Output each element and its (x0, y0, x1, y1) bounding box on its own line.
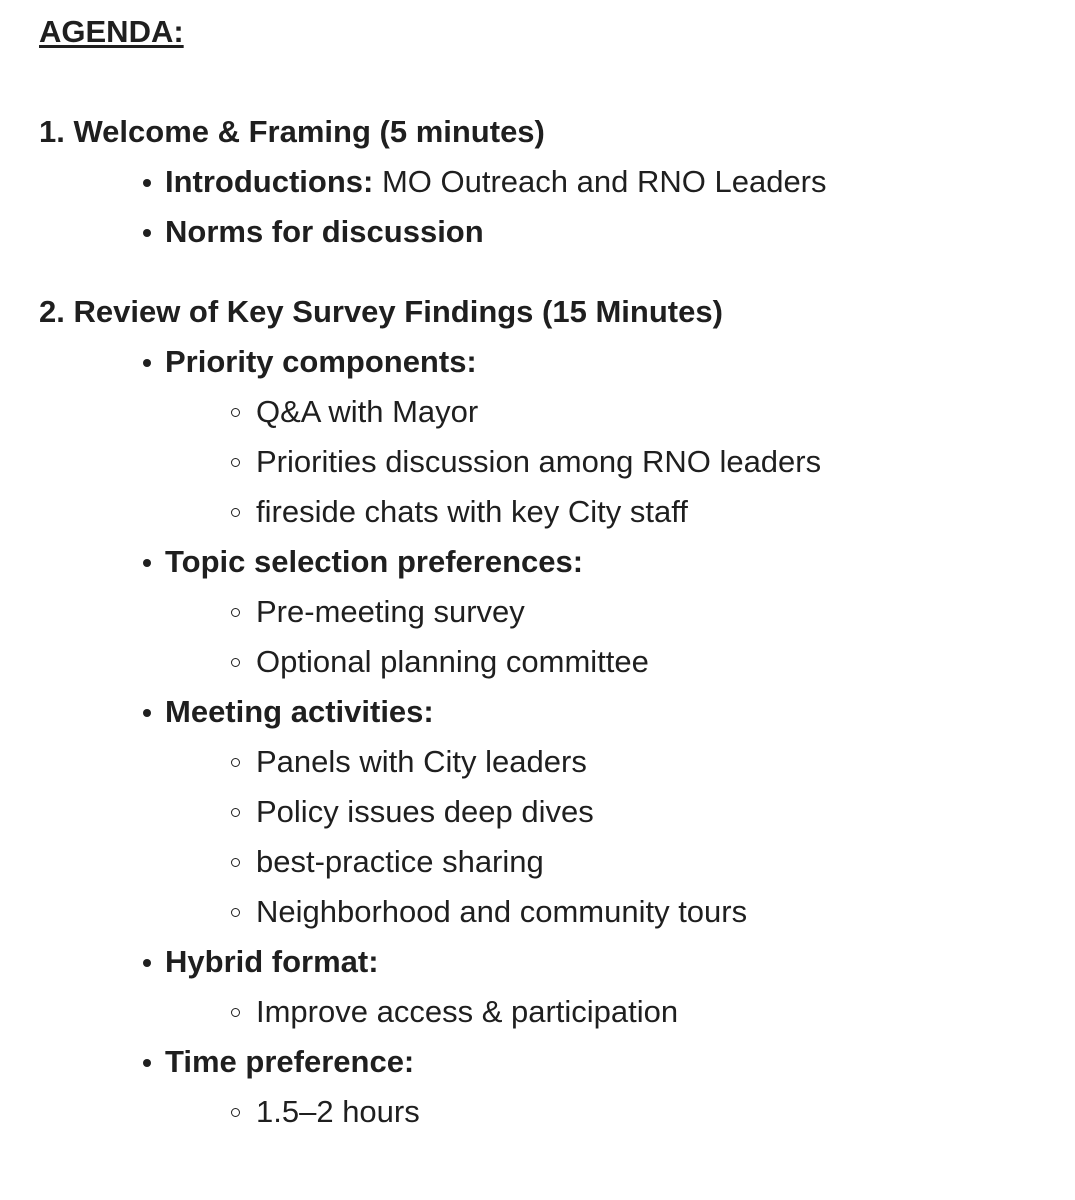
agenda-title: AGENDA: (39, 14, 184, 49)
list-item (39, 207, 1039, 257)
item-text: MO Outreach and RNO Leaders (373, 164, 827, 199)
item-label: Hybrid format: (165, 944, 379, 979)
sub-list-item: Panels with City leaders (39, 737, 1039, 787)
list-item (39, 937, 1039, 987)
agenda-section-welcome (39, 107, 1039, 257)
sub-list-item: Policy issues deep dives (39, 787, 1039, 837)
sub-list-item: Neighborhood and community tours (39, 887, 1039, 937)
sub-list-item: Pre-meeting survey (39, 587, 1039, 637)
sub-list-item: fireside chats with key City staff (39, 487, 1039, 537)
item-label: Meeting activities: (165, 694, 434, 729)
sub-list-item: Optional planning committee (39, 637, 1039, 687)
item-label: Introductions: (165, 164, 374, 199)
section-heading: 1. Welcome & Framing (5 minutes) (39, 114, 545, 149)
list-item (39, 337, 1039, 387)
sub-list-item: best-practice sharing (39, 837, 1039, 887)
item-label: Norms for discussion (165, 214, 484, 249)
item-label: Topic selection preferences: (165, 544, 584, 579)
section-heading: 2. Review of Key Survey Findings (15 Minutes) (39, 294, 723, 329)
list-item (39, 687, 1039, 737)
sub-list-item: Improve access & participation (39, 987, 1039, 1037)
list-item (39, 537, 1039, 587)
item-label: Priority components: (165, 344, 477, 379)
list-item (39, 157, 1039, 207)
list-item (39, 1037, 1039, 1087)
sub-list-item: Q&A with Mayor (39, 387, 1039, 437)
sub-list-item: Priorities discussion among RNO leaders (39, 437, 1039, 487)
agenda-document (39, 12, 1039, 1137)
agenda-section-survey-findings (39, 287, 1039, 1137)
item-label: Time preference: (165, 1044, 415, 1079)
sub-list-item: 1.5–2 hours (39, 1087, 1039, 1137)
